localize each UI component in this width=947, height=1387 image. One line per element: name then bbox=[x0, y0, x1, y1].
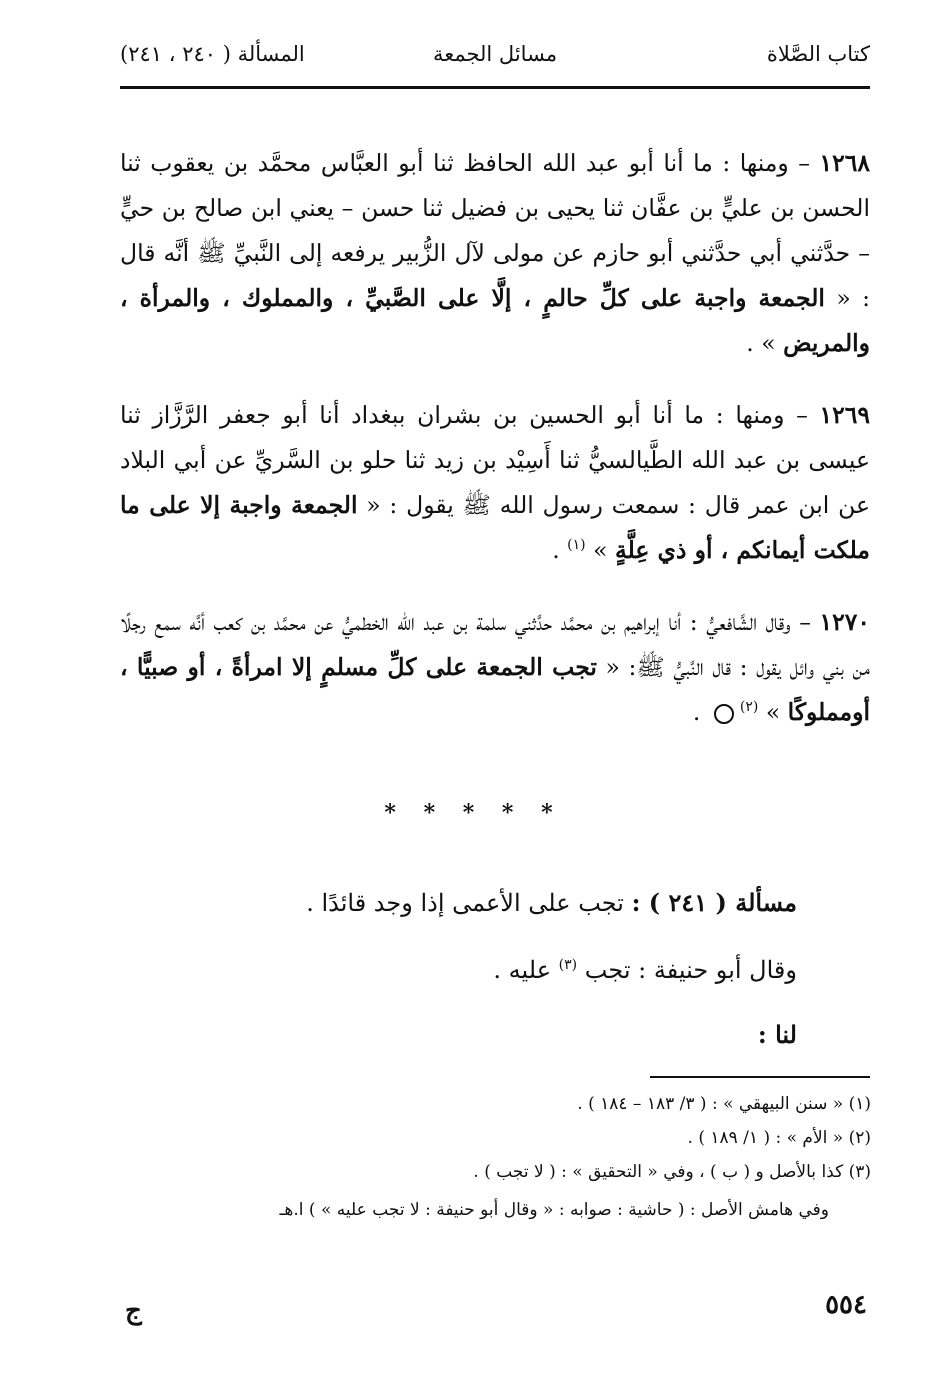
footnote-ref: (١) bbox=[567, 537, 586, 554]
lana-label: لنا : bbox=[757, 1020, 797, 1049]
hadith-number: ١٢٦٨ bbox=[819, 149, 870, 177]
signature-mark: ج bbox=[125, 1296, 142, 1326]
running-header bbox=[120, 36, 870, 76]
tail: . bbox=[552, 536, 568, 564]
masala-heading bbox=[306, 888, 797, 917]
footnote-2: (٢) « الأم » : ( ١/ ١٨٩ ) . bbox=[687, 1128, 871, 1148]
hadith-chain: – ومنها : ما أنا أبو عبد الله الحافظ ثنا أبو العبَّاس محمَّد بن يعقوب ثنا الحسن بن عليٍّ بن عفَّان ثنا يحيى بن فضيل ثنا حسن – يعني ابن صالح بن حيٍّ – حدَّثني أبي حدَّثني أبو حازم عن مولى لآل الزُّبير يرفعه إلى النَّبيِّ ﷺ أنَّه قال : « bbox=[120, 149, 870, 312]
quote-close: » bbox=[593, 536, 615, 564]
hadith-chain: – ومنها : ما أنا أبو الحسين بن بشران ببغداد أنا أبو جعفر الرَّزَّاز ثنا عيسى بن عبد الله الطَّيالسيُّ ثنا أَسِيْد بن زيد ثنا حلو بن السَّريِّ عن أبي البلاد عن ابن عمر قال : سمعت رسول الله ﷺ يقول : « bbox=[120, 401, 870, 519]
masala-title: مسألة ( ٢٤١ ) : bbox=[631, 888, 797, 917]
footnote-3-margin: وفي هامش الأصل : ( حاشية : صوابه : « وقال أبو حنيفة : لا تجب عليه » ) ا.هـ bbox=[279, 1200, 829, 1220]
tail: . bbox=[692, 698, 708, 726]
end-circle-icon bbox=[714, 704, 734, 724]
hadith-number: ١٢٦٩ bbox=[819, 401, 870, 429]
footnote-3: (٣) كذا بالأصل و ( ب ) ، وفي « التحقيق » : ( لا تجب ) . bbox=[473, 1162, 871, 1182]
hadith-number: ١٢٧٠ bbox=[819, 608, 870, 636]
section-separator: * * * * * bbox=[384, 800, 563, 826]
footnote-ref: (٢) bbox=[739, 699, 759, 716]
footnote-1: (١) « سنن البيهقي » : ( ٣/ ١٨٣ – ١٨٤ ) . bbox=[577, 1094, 871, 1114]
footnote-rule bbox=[650, 1076, 870, 1078]
issue-range: المسألة ( ٢٤٠ ، ٢٤١) bbox=[120, 42, 305, 66]
chapter-title: مسائل الجمعة bbox=[432, 42, 558, 66]
hadith-1270 bbox=[120, 600, 870, 735]
masala-ruling: تجب على الأعمى إذا وجد قائدًا . bbox=[306, 889, 632, 917]
header-rule bbox=[120, 86, 870, 89]
hadith-1268 bbox=[120, 141, 870, 366]
footnote-ref: (٣) bbox=[558, 957, 578, 973]
hadith-quote: تجب الجمعة على كلِّ مسلمٍ إلا امرأةً ، أو صبيًّا ، أومملوكًا bbox=[120, 653, 870, 726]
quote-close: » . bbox=[746, 329, 784, 357]
book-title: كتاب الصَّلاة bbox=[766, 42, 870, 66]
abu-hanifa-opinion bbox=[493, 956, 797, 984]
hadith-quote: الجمعة واجبة على كلِّ حالمٍ ، إلَّا على الصَّبيِّ ، والمملوك ، والمرأة ، والمريض bbox=[120, 284, 870, 357]
opinion-end: عليه . bbox=[493, 956, 559, 984]
hadith-quote: الجمعة واجبة إلا على ما ملكت أيمانكم ، أو ذي عِلَّةٍ bbox=[120, 491, 870, 564]
hadith-chain: – وقال الشَّافعيُّ : أنا إبراهيم بن محمَّد حدَّثني سلمة بن عبد الله الخطميُّ عن محمَّد بن كعب أنَّه سمع رجلًا من بني وائل يقول : قال النَّبيُّ ﷺ: « bbox=[120, 608, 870, 681]
hadith-1269 bbox=[120, 393, 870, 573]
page-number: ٥٥٤ bbox=[825, 1290, 867, 1320]
quote-close: » bbox=[765, 698, 788, 726]
opinion-text: وقال أبو حنيفة : تجب bbox=[577, 956, 797, 984]
